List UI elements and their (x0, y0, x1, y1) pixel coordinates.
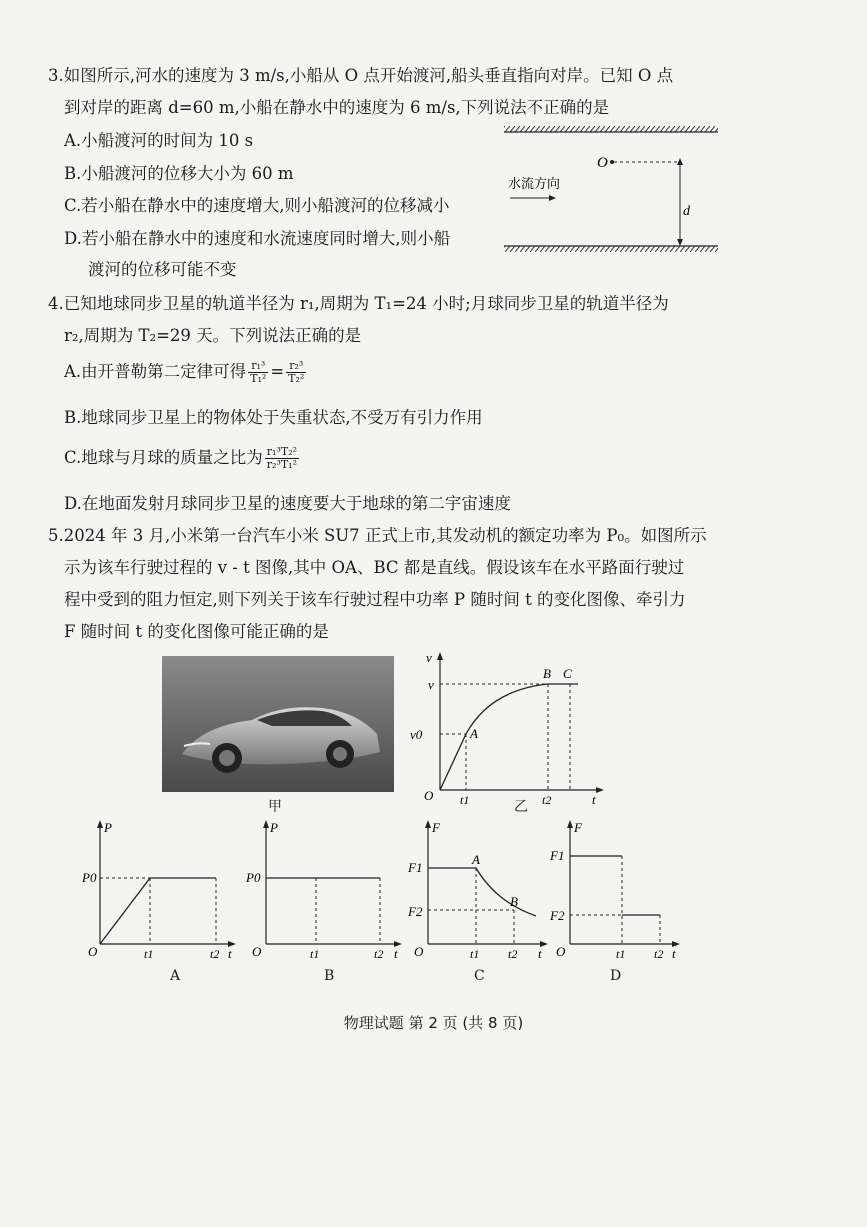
graph-c (406, 818, 556, 966)
flow-arrowhead (549, 195, 556, 201)
graph-d-caption: D (610, 968, 622, 984)
q3-river-figure (500, 120, 722, 260)
q4-option-b: B.地球同步卫星上的物体处于失重状态,不受万有引力作用 (64, 408, 483, 427)
graph-c-t-label: t (538, 946, 542, 961)
q4-option-c-prefix: C.地球与月球的质量之比为 (64, 448, 263, 467)
q4-option-a (64, 358, 308, 385)
graph-c-y-label: F (432, 820, 440, 835)
far-bank-hatch (504, 126, 718, 132)
q5-stem-line1: 5.2024 年 3 月,小米第一台汽车小米 SU7 正式上市,其发动机的额定功率为 P₀。如图所示 (48, 526, 707, 545)
q3-stem-line2: 到对岸的距离 d=60 m,小船在静水中的速度为 6 m/s,下列说法不正确的是 (64, 98, 610, 117)
vt-v-label: v (428, 677, 434, 692)
graph-c-t2-label: t2 (508, 947, 518, 961)
q4-option-a-prefix: A.由开普勒第二定律可得 (64, 362, 247, 381)
graph-a-t-label: t (228, 946, 232, 961)
vt-curve (440, 684, 578, 790)
graph-a-curve (100, 878, 216, 944)
label-o: O (597, 155, 608, 171)
vt-point-c: C (563, 666, 572, 681)
near-bank-hatch (504, 246, 718, 252)
q4-option-c (64, 444, 301, 471)
q4-option-d: D.在地面发射月球同步卫星的速度要大于地球的第二宇宙速度 (64, 494, 511, 513)
graph-b-t2-label: t2 (374, 947, 384, 961)
vt-v-arrow (437, 652, 443, 660)
graph-a-t1-label: t1 (144, 947, 154, 961)
graph-c-curve (428, 868, 536, 916)
q3-option-a: A.小船渡河的时间为 10 s (64, 131, 254, 150)
graph-b-y-arrow (263, 820, 269, 828)
graph-c-f1-label: F1 (408, 860, 423, 875)
graph-b-p0-label: P0 (246, 870, 261, 885)
graph-a-y-label: P (104, 820, 112, 835)
graph-a-p0-label: P0 (82, 870, 97, 885)
graph-a-t2-label: t2 (210, 947, 220, 961)
fraction-a2: $\frac{\text{r₂³}}{\text{T₂²}}$ (288, 359, 305, 385)
graph-c-caption: C (474, 968, 485, 984)
vt-t-arrow (596, 787, 604, 793)
label-flow: 水流方向 (508, 176, 561, 191)
d-arrow-top (677, 158, 683, 165)
graph-c-f2-label: F2 (408, 904, 423, 919)
graph-c-point-b: B (510, 894, 518, 909)
graph-c-y-arrow (425, 820, 431, 828)
graph-c-point-a: A (472, 852, 480, 867)
graph-c-origin: O (414, 944, 424, 959)
graph-d-t1-label: t1 (616, 947, 626, 961)
vt-t2-label: t2 (542, 793, 552, 807)
vt-axis-v-label: v (426, 650, 432, 665)
q4-stem-line2: r₂,周期为 T₂=29 天。下列说法正确的是 (64, 326, 362, 345)
vt-origin: O (424, 788, 434, 803)
graph-a-origin: O (88, 944, 98, 959)
graph-b-t1-label: t1 (310, 947, 320, 961)
fig-yi-label: 乙 (514, 799, 528, 815)
vt-graph (410, 650, 610, 812)
q3-stem-line1: 3.如图所示,河水的速度为 3 m/s,小船从 O 点开始渡河,船头垂直指向对岸。已知 O 点 (48, 66, 674, 85)
graph-a-caption: A (170, 968, 181, 984)
page-footer: 物理试题 第 2 页 (共 8 页) (343, 1014, 524, 1032)
d-arrow-bottom (677, 239, 683, 246)
graph-a (82, 818, 242, 966)
graph-d-t-label: t (672, 946, 676, 961)
car-photo (162, 656, 394, 792)
q3-option-d: D.若小船在静水中的速度和水流速度同时增大,则小船 (64, 229, 451, 248)
graph-b-caption: B (324, 968, 335, 984)
q5-stem-line3: 程中受到的阻力恒定,则下列关于该车行驶过程中功率 P 随时间 t 的变化图像、牵引力 (64, 590, 686, 609)
graph-d-t2-label: t2 (654, 947, 664, 961)
graph-d-origin: O (556, 944, 566, 959)
q3-option-b: B.小船渡河的位移大小为 60 m (64, 164, 294, 183)
vt-point-a: A (470, 726, 478, 741)
graph-b (244, 818, 408, 966)
graph-b-y-label: P (270, 820, 278, 835)
vt-t1-label: t1 (460, 793, 470, 807)
graph-c-t1-label: t1 (470, 947, 480, 961)
q4-option-a-eq: = (270, 362, 285, 381)
vt-v0-label: v0 (410, 727, 423, 742)
vt-point-b: B (543, 666, 551, 681)
car-illustration (162, 656, 394, 792)
point-o (610, 160, 614, 164)
label-d: d (683, 204, 690, 219)
graph-b-t-label: t (394, 946, 398, 961)
fig-jia-label: 甲 (268, 799, 282, 815)
graph-d-y-arrow (567, 820, 573, 828)
fraction-a1: $\frac{\text{r₁³}}{\text{T₁²}}$ (250, 359, 267, 385)
fraction-c: $\frac{\text{r₁³T₂²}}{\text{r₂³T₁²}}$ (266, 445, 298, 471)
q4-stem-line1: 4.已知地球同步卫星的轨道半径为 r₁,周期为 T₁=24 小时;月球同步卫星的轨道半径为 (48, 294, 669, 313)
q3-option-d-cont: 渡河的位移可能不变 (88, 260, 237, 279)
graph-d (548, 818, 698, 966)
graph-a-y-arrow (97, 820, 103, 828)
graph-d-f2-label: F2 (550, 908, 565, 923)
vt-t-label: t (592, 792, 596, 807)
q3-option-c: C.若小船在静水中的速度增大,则小船渡河的位移减小 (64, 196, 450, 215)
graph-d-f1-label: F1 (550, 848, 565, 863)
q5-stem-line2: 示为该车行驶过程的 v - t 图像,其中 OA、BC 都是直线。假设该车在水平路面行驶过 (64, 558, 685, 577)
graph-b-origin: O (252, 944, 262, 959)
q5-stem-line4: F 随时间 t 的变化图像可能正确的是 (64, 622, 329, 641)
graph-d-y-label: F (574, 820, 582, 835)
